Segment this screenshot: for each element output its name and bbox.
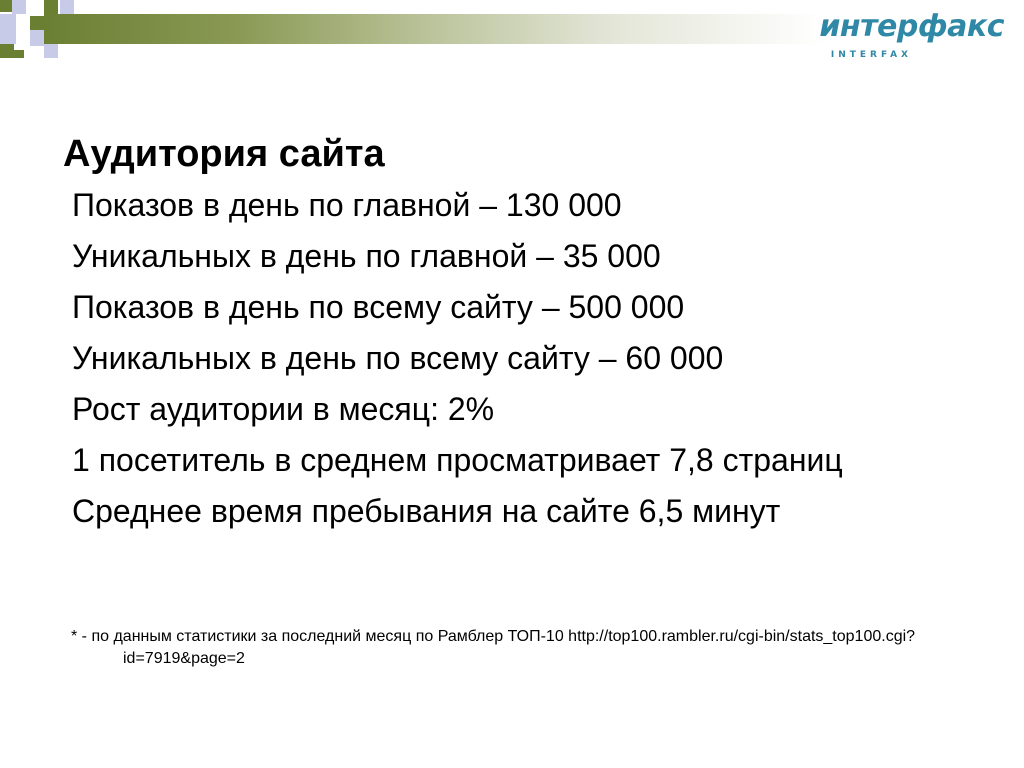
- list-item: Среднее время пребывания на сайте 6,5 минут: [72, 493, 781, 529]
- decor-square: [44, 0, 58, 14]
- decor-square: [30, 16, 44, 30]
- list-item: Уникальных в день по всему сайту – 60 000: [72, 340, 724, 376]
- list-item: Уникальных в день по главной – 35 000: [72, 238, 661, 274]
- list-item: Рост аудитории в месяц: 2%: [72, 391, 495, 427]
- logo-text-ru: интерфакс: [819, 9, 1004, 44]
- stats-list: [72, 186, 992, 543]
- list-item: Показов в день по всему сайту – 500 000: [72, 289, 685, 325]
- decor-square: [30, 30, 44, 46]
- decor-square: [0, 44, 14, 58]
- header-band: [44, 14, 824, 44]
- decor-square: [0, 0, 12, 12]
- footnote: * - по данным статистики за последний месяц по Рамблер ТОП-10 http://top100.rambler.ru/cgi-bin/stats_top100.cgi?id=7919&page=2: [71, 628, 916, 667]
- decor-square: [44, 44, 58, 58]
- decor-square: [0, 14, 16, 44]
- slide-title: Аудитория сайта: [63, 133, 385, 175]
- decor-square: [12, 0, 26, 14]
- logo-text-en: INTERFAX: [830, 50, 912, 60]
- list-item: 1 посетитель в среднем просматривает 7,8 страниц: [72, 442, 843, 478]
- interfax-logo: [814, 8, 1004, 60]
- list-item: Показов в день по главной – 130 000: [72, 187, 622, 223]
- decor-square: [60, 0, 74, 14]
- decor-square: [14, 50, 24, 58]
